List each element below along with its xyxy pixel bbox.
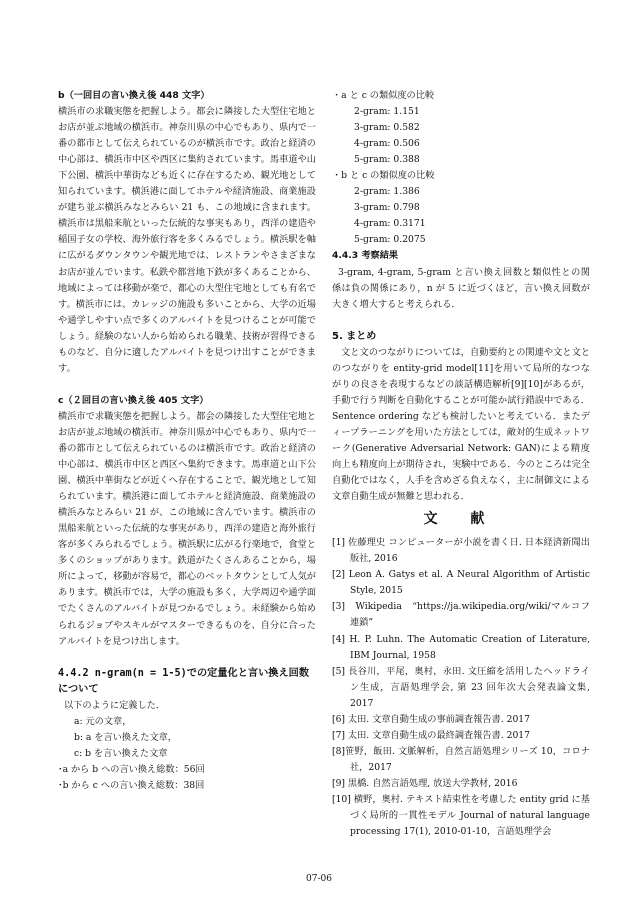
definition-c: c: b を言い換えた文章 (74, 747, 168, 759)
similarity-bc-value: 2-gram: 1.386 (354, 186, 420, 198)
similarity-ac-value: 5-gram: 0.388 (354, 154, 420, 166)
summary-paragraph: 文と文のつながりについては，自動要約との関連や文と文とのつながりを entity-grid model[11]を用いて局所的なつながりの良さを表現するなどの談話構造解析[9][10]があるが，手動で行う判断を自動化することが可能か試行錯誤中である．Sentence ordering なども検討したいと考えている．またディープラーニングを用いた方法としては，敵対的生成ネットワーク(Generative Adversarial Network: GAN)による精度向上も精度向上が期待され，実験中である．今のところは完全自動化ではなく，人手を含めざる負えなく，主に制御文による文章自動生成が無難と思われる． (332, 346, 590, 503)
reference-item: [4] H. P. Luhn. The Automatic Creation of Literature, IBM Journal, 1958 (332, 633, 590, 661)
discussion-paragraph: 3-gram, 4-gram, 5-gram と言い換え回数と類似性との関係は負の関係にあり，n が 5 に近づくほど，言い換え回数が大きく増大すると考えられる． (332, 266, 590, 310)
section-5-heading: 5. まとめ (332, 330, 377, 342)
section-4-4-2-heading: 4.4.2 n-gram(n = 1-5)での定量化と言い換え回数について (58, 667, 310, 695)
definitions-intro: 以下のように定義した． (64, 699, 166, 711)
page-number: 07-06 (306, 874, 332, 884)
similarity-bc-title: ・b と c の類似度の比較 (332, 170, 435, 182)
reference-item: [9] 黒橋. 自然言語処理, 放送大学教材, 2016 (332, 777, 518, 789)
references-title: 文 献 (423, 511, 499, 528)
similarity-ac-value: 2-gram: 1.151 (354, 106, 420, 118)
similarity-ac-title: ・a と c の類似度の比較 (332, 90, 435, 101)
similarity-bc-value: 4-gram: 0.3171 (354, 218, 426, 230)
right-column (332, 88, 590, 840)
left-column (58, 88, 316, 794)
reference-item: [7] 太田. 文章自動生成の最終調査報告書. 2017 (332, 729, 530, 741)
reference-item: [8]笹野，飯田. 文脈解析，自然言語処理シリーズ 10，コロナ社，2017 (332, 745, 590, 773)
paraphrase-c-body: 横浜市で求職実態を把握しよう。都会の隣接した大型住宅地とお店が並ぶ地域の横浜市。神奈川県が中心でもあり、県内で一番の都市として伝えられているのは横浜市です。政治と経済の中心部は、横浜市中区と西区へ集約できます。馬車道と山下公園、横浜中華街などが近くへ存在することで、観光地として知られています。横浜港に面してホテルと経済施設、商業施設の横浜みなとみらい 21 が、この地域に含んでいます。横浜市の黒船来航といった伝統的な事実があり，西洋の建造と海外旅行客が多くみられるでしょう。横浜駅に広がる行楽地で，食堂と多くのショップがあります。鉄道がたくさんあることから，場所によって，移動が容易で，都心のベットタウンとして人気があります。横浜市では，大学の施設も多く，大学周辺や通学面でたくさんのアルバイトが見つかるでしょう。未経験から始められるジョブやスキルがマスターできるものを、自分に合ったアルバイトを見つけ出します。 (58, 410, 316, 647)
similarity-bc-value: 3-gram: 0.798 (354, 202, 420, 214)
reference-item: [6] 太田. 文章自動生成の事前調査報告書. 2017 (332, 713, 530, 725)
paraphrase-c-heading: c（２回目の言い換え後 405 文字） (58, 394, 209, 406)
reference-item: [2] Leon A. Gatys et al. A Neural Algorithm of Artistic Style, 2015 (332, 569, 590, 597)
reference-item: [5] 長谷川，平尾，奥村，永田. 文圧縮を活用したヘッドライン生成，言語処理学会, 第 23 回年次大会発表論文集, 2017 (332, 665, 590, 709)
definition-b: b: a を言い換えた文章， (74, 731, 177, 743)
similarity-bc-value: 5-gram: 0.2075 (354, 234, 426, 246)
reference-item: [10] 横野，奥村. テキスト結束性を考慮した entity grid に基づく局所的一貫性モデル Journal of natural language processing 17(1), 2010-01-10，言語処理学会 (332, 793, 590, 838)
paraphrase-b-body: 横浜市の求職実態を把握しよう。都会に隣接した大型住宅地とお店が並ぶ地域の横浜市。神奈川県の中心でもあり、県内で一番の都市として伝えられているのが横浜市です。政治と経済の中心部は、横浜市中区や西区に集約されています。馬車道や山下公園、横浜中華街なども近くに存在するため、観光地として知られています。横浜港に面してホテルや経済施設、商業施設が建ち並ぶ横浜みなとみらい 21 も、この地域に含まれます。横浜市は黒船来航といった伝統的な事実もあり，西洋の建造や稲国子女の学校、海外旅行客を多くみるでしょう。横浜駅を軸に広がるダウンタウンや観光地では、レストランやさまざまなお店が並んでいます。私鉄や都営地下鉄が多くあることから、地域によっては移動が楽で、都心の大型住宅地としても有名です。横浜市には、カレッジの施設も多いことから、大学の近場や通学しやすい点で多くのアルバイトを見つけることが可能でしょう。経験のない人から始められる職業、技術が習得できるものなど、自分に適したアルバイトを見つけ出すことができます。 (58, 106, 316, 374)
reference-item: [1] 佐藤理史 コンピューターが小説を書く日. 日本経済新聞出版社, 2016 (332, 537, 590, 565)
definition-a: a: 元の文章， (74, 715, 132, 727)
paraphrase-count-a-to-b: ･a から b への言い換え総数：56回 (58, 763, 205, 775)
similarity-ac-value: 3-gram: 0.582 (354, 122, 420, 134)
paraphrase-b-heading: b（一回目の言い換え後 448 文字） (58, 90, 210, 101)
reference-item: [3] Wikipedia “https://ja.wikipedia.org/wiki/マルコフ連鎖” (332, 601, 590, 629)
section-4-4-3-heading: 4.4.3 考察結果 (332, 250, 399, 262)
similarity-ac-value: 4-gram: 0.506 (354, 138, 420, 150)
paraphrase-count-b-to-c: ･b から c への言い換え総数：38回 (58, 779, 205, 791)
